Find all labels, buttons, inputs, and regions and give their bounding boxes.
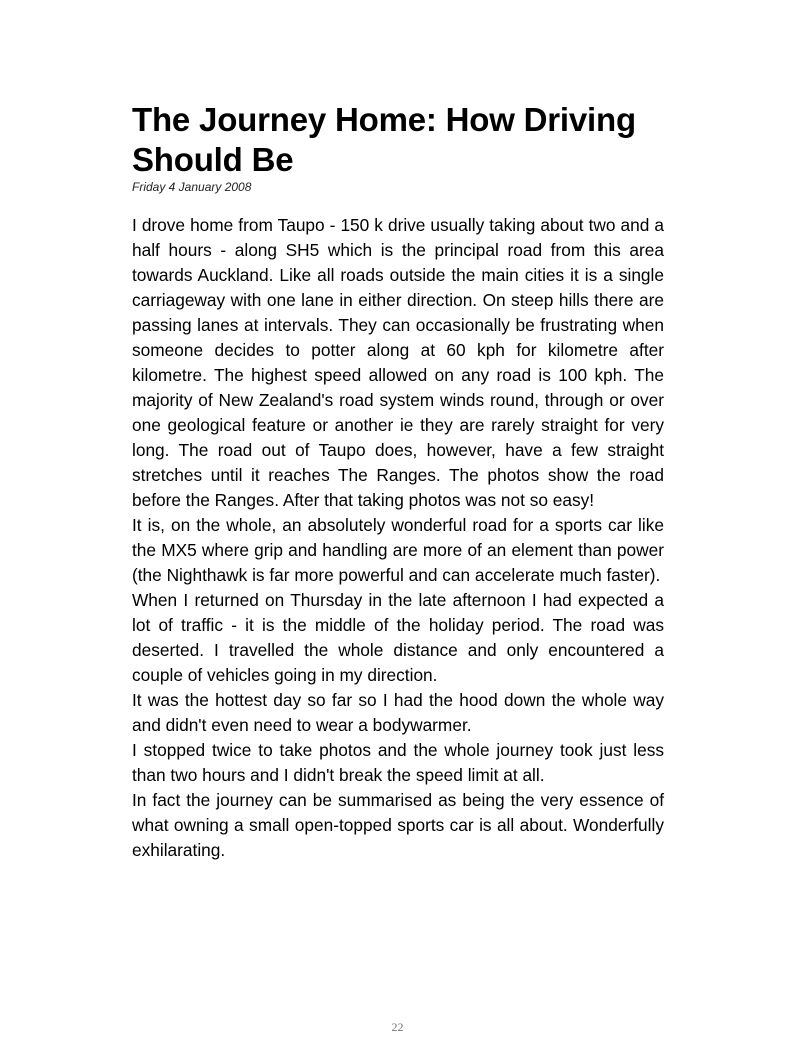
paragraph: When I returned on Thursday in the late afternoon I had expected a lot of traffic - it is the middle of the holiday period. The road was deserted. I travelled the whole distance and only encountered a couple of vehicles going in my direction. (132, 590, 664, 685)
paragraph: It was the hottest day so far so I had the hood down the whole way and didn't even need to wear a bodywarmer. (132, 690, 664, 735)
page-number: 22 (391, 1020, 404, 1034)
article-title: The Journey Home: How Driving Should Be (132, 101, 636, 178)
article (132, 100, 664, 863)
paragraph: I stopped twice to take photos and the whole journey took just less than two hours and I didn't break the speed limit at all. (132, 740, 664, 785)
paragraph: I drove home from Taupo - 150 k drive usually taking about two and a half hours - along SH5 which is the principal road from this area towards Auckland. Like all roads outside the main cities it is a single carriageway with one lane in either direction. On steep hills there are passing lanes at intervals. They can occasionally be frustrating when someone decides to potter along at 60 kph for kilometre after kilometre. The highest speed allowed on any road is 100 kph. The majority of New Zealand's road system winds round, through or over one geological feature or another ie they are rarely straight for very long. The road out of Taupo does, however, have a few straight stretches until it reaches The Ranges. The photos show the road before the Ranges. After that taking photos was not so easy! (132, 215, 664, 510)
paragraph: It is, on the whole, an absolutely wonderful road for a sports car like the MX5 where grip and handling are more of an element than power (the Nighthawk is far more powerful and can accelerate much faster). (132, 515, 664, 585)
paragraph: In fact the journey can be summarised as being the very essence of what owning a small open-topped sports car is all about. Wonderfully exhilarating. (132, 790, 664, 860)
article-date: Friday 4 January 2008 (132, 180, 252, 194)
article-body (132, 213, 664, 863)
